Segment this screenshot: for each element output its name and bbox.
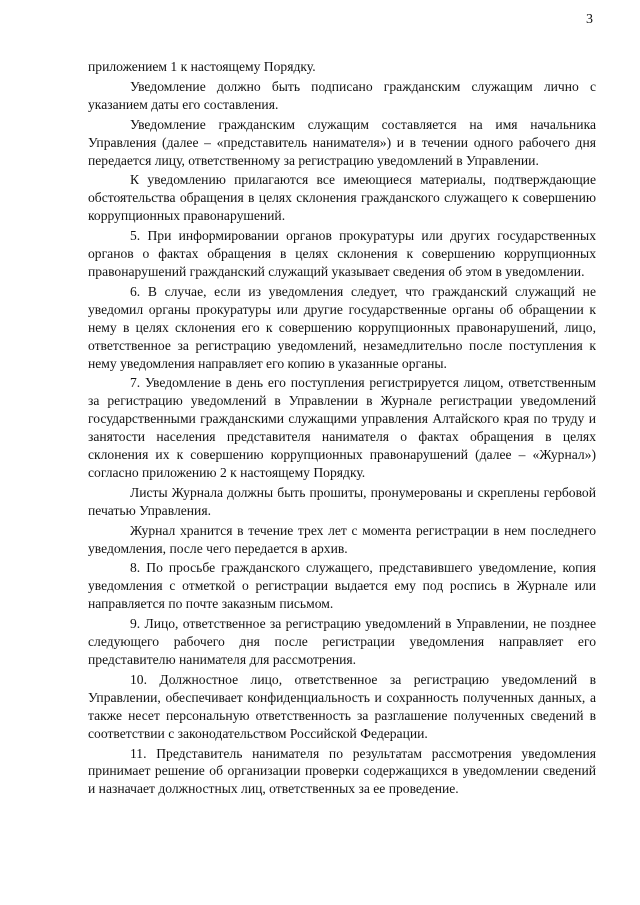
- page-number: 3: [586, 12, 593, 27]
- paragraph: К уведомлению прилагаются все имеющиеся материалы, подтверждающие обстоятельства обращения в целях склонения гражданского служащего к совершению коррупционных правонарушений.: [88, 172, 596, 224]
- paragraph: 7. Уведомление в день его поступления регистрируется лицом, ответственным за регистрацию уведомлений в Управлении в Журнале регистрации уведомлений государственными гражданскими служащими управления Алтайского края по труду и занятости населения представителя нанимателя о фактах обращения в целях склонения их к совершению коррупционных правонарушений (далее – «Журнал») согласно приложению 2 к настоящему Порядку.: [88, 375, 596, 480]
- paragraph: 8. По просьбе гражданского служащего, представившего уведомление, копия уведомления с отметкой о регистрации выдается ему под роспись в Журнале или направляется по почте заказным письмом.: [88, 560, 596, 612]
- paragraph: Листы Журнала должны быть прошиты, пронумерованы и скреплены гербовой печатью Управления.: [88, 484, 596, 518]
- paragraph: Уведомление должно быть подписано гражданским служащим лично с указанием даты его составления.: [88, 78, 596, 112]
- paragraph: 11. Представитель нанимателя по результатам рассмотрения уведомления принимает решение об организации проверки содержащихся в уведомлении сведений и назначает должностных лиц, ответственных за ее проведение.: [88, 745, 596, 797]
- paragraph: Журнал хранится в течение трех лет с момента регистрации в нем последнего уведомления, после чего передается в архив.: [88, 522, 596, 556]
- paragraph: 6. В случае, если из уведомления следует, что гражданский служащий не уведомил органы прокуратуры или другие государственные органы об обращении к нему в целях склонения его к совершению коррупционных правонарушений, лицо, ответственное за регистрацию уведомлений, незамедлительно после поступления к нему уведомления направляет его копию в указанные органы.: [88, 283, 596, 371]
- paragraph: 5. При информировании органов прокуратуры или других государственных органов о фактах обращения в целях склонения к совершению коррупционных правонарушений гражданский служащий указывает сведения об этом в уведомлении.: [88, 228, 596, 279]
- paragraph: приложением 1 к настоящему Порядку.: [88, 59, 316, 74]
- paragraph: 9. Лицо, ответственное за регистрацию уведомлений в Управлении, не позднее следующего рабочего дня после регистрации уведомления направляет его представителю нанимателя для рассмотрения.: [88, 616, 596, 667]
- document-body: [88, 58, 596, 800]
- paragraph: 10. Должностное лицо, ответственное за регистрацию уведомлений в Управлении, обеспечивает конфиденциальность и сохранность полученных данных, а также несет персональную ответственность за разглашение полученных сведений в соответствии с законодательством Российской Федерации.: [88, 671, 596, 741]
- paragraph: Уведомление гражданским служащим составляется на имя начальника Управления (далее – «представитель нанимателя») и в течении одного рабочего дня передается лицу, ответственному за регистрацию уведомлений в Управлении.: [88, 116, 596, 168]
